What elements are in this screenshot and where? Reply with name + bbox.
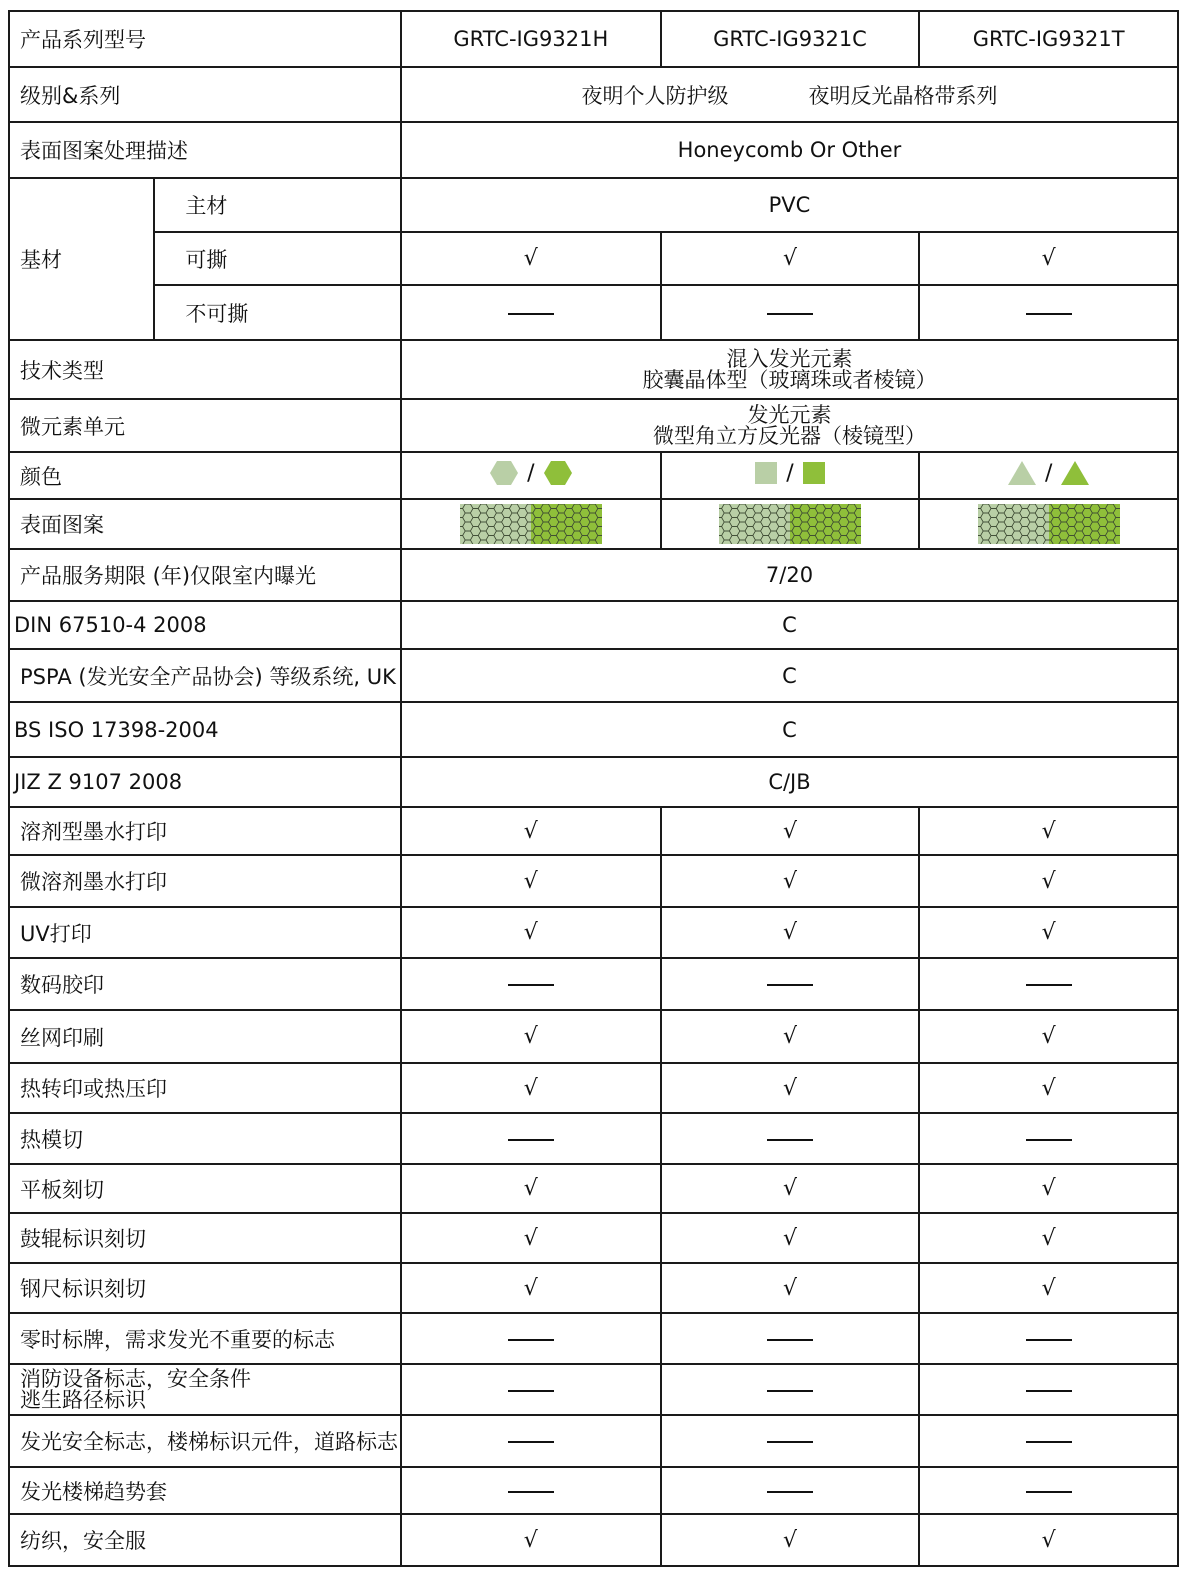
application-value-c: √ xyxy=(661,1514,920,1566)
application-value-h xyxy=(401,1415,661,1467)
application-value-h xyxy=(401,958,661,1010)
application-value-t xyxy=(919,1415,1178,1467)
dash-mark xyxy=(1026,1139,1072,1141)
model-row xyxy=(9,11,1178,67)
triangle-light-icon xyxy=(1007,460,1037,486)
pattern-c xyxy=(661,499,920,549)
substrate-main-label: 主材 xyxy=(154,178,401,232)
application-row xyxy=(9,855,1178,907)
micro-row xyxy=(9,399,1178,452)
dash-mark xyxy=(1026,1441,1072,1443)
surface-desc-label: 表面图案处理描述 xyxy=(9,122,401,178)
application-label: 数码胶印 xyxy=(9,958,401,1010)
dash-mark xyxy=(508,1339,554,1341)
dash-mark xyxy=(1026,984,1072,986)
square-dark-icon xyxy=(802,461,826,485)
application-value-t: √ xyxy=(919,1263,1178,1313)
service-value: 7/20 xyxy=(401,549,1178,601)
standard-row xyxy=(9,757,1178,807)
model-c: GRTC-IG9321C xyxy=(661,11,920,67)
application-row xyxy=(9,1467,1178,1514)
standard-row xyxy=(9,702,1178,757)
non-tearable-t xyxy=(919,285,1178,340)
dash-mark xyxy=(508,1491,554,1493)
honeycomb-icon xyxy=(460,504,602,544)
application-row xyxy=(9,1010,1178,1063)
application-value-t: √ xyxy=(919,1213,1178,1263)
application-row xyxy=(9,907,1178,958)
color-separator: / xyxy=(1044,460,1053,486)
application-row xyxy=(9,1063,1178,1113)
color-row xyxy=(9,452,1178,499)
application-value-h xyxy=(401,1364,661,1415)
substrate-main-value: PVC xyxy=(401,178,1178,232)
application-value-c xyxy=(661,1313,920,1364)
application-value-h: √ xyxy=(401,1063,661,1113)
hexagon-light-icon xyxy=(489,460,519,486)
surface-desc-row xyxy=(9,122,1178,178)
standard-row xyxy=(9,649,1178,702)
non-tearable-c xyxy=(661,285,920,340)
non-tearable-h xyxy=(401,285,661,340)
color-separator: / xyxy=(527,460,535,486)
application-value-t: √ xyxy=(919,1164,1178,1213)
tearable-label: 可撕 xyxy=(154,232,401,285)
tech-line-1: 混入发光元素 xyxy=(726,346,853,371)
honeycomb-icon xyxy=(719,504,861,544)
standard-label: PSPA (发光安全产品协会) 等级系统, UK xyxy=(9,649,401,702)
micro-line-2: 微型角立方反光器（棱镜型） xyxy=(652,423,926,448)
application-value-t: √ xyxy=(919,1514,1178,1566)
dash-mark xyxy=(767,1139,813,1141)
dash-mark xyxy=(767,1390,813,1392)
service-label: 产品服务期限 (年)仅限室内曝光 xyxy=(9,549,401,601)
application-label: 零时标牌，需求发光不重要的标志 xyxy=(9,1313,401,1364)
application-value-c xyxy=(661,1467,920,1514)
application-value-t xyxy=(919,958,1178,1010)
standard-value: C xyxy=(401,702,1178,757)
level-label: 级别&系列 xyxy=(9,67,401,122)
dash-mark xyxy=(508,1139,554,1141)
application-value-c: √ xyxy=(661,1263,920,1313)
standard-label: DIN 67510-4 2008 xyxy=(9,601,401,649)
level-value-b: 夜明反光晶格带系列 xyxy=(808,83,998,108)
application-value-c xyxy=(661,1113,920,1164)
tech-line-2: 胶囊晶体型（玻璃珠或者棱镜） xyxy=(642,367,937,392)
level-row xyxy=(9,67,1178,122)
dash-mark xyxy=(767,1491,813,1493)
application-value-t: √ xyxy=(919,807,1178,855)
color-h xyxy=(401,452,661,499)
application-value-t xyxy=(919,1313,1178,1364)
model-h: GRTC-IG9321H xyxy=(401,11,661,67)
application-value-h: √ xyxy=(401,1164,661,1213)
application-value-h: √ xyxy=(401,1263,661,1313)
standard-label: JIZ Z 9107 2008 xyxy=(9,757,401,807)
spec-table xyxy=(8,10,1179,1567)
application-value-t: √ xyxy=(919,855,1178,907)
application-value-t: √ xyxy=(919,1010,1178,1063)
non-tearable-label: 不可撕 xyxy=(154,285,401,340)
square-light-icon xyxy=(754,461,778,485)
application-row xyxy=(9,1364,1178,1415)
dash-mark xyxy=(767,313,813,315)
application-row xyxy=(9,807,1178,855)
dash-mark xyxy=(1026,1339,1072,1341)
application-label: 丝网印刷 xyxy=(9,1010,401,1063)
surface-desc-value: Honeycomb Or Other xyxy=(401,122,1178,178)
dash-mark xyxy=(767,1441,813,1443)
non-tearable-row xyxy=(9,285,1178,340)
application-value-h: √ xyxy=(401,907,661,958)
dash-mark xyxy=(508,1441,554,1443)
level-value-a: 夜明个人防护级 xyxy=(581,83,729,108)
application-label: UV打印 xyxy=(9,907,401,958)
application-label: 溶剂型墨水打印 xyxy=(9,807,401,855)
tech-label: 技术类型 xyxy=(9,340,401,399)
dash-mark xyxy=(1026,1390,1072,1392)
standard-value: C/JB xyxy=(401,757,1178,807)
surface-pattern-row xyxy=(9,499,1178,549)
standard-label: BS ISO 17398-2004 xyxy=(9,702,401,757)
model-label: 产品系列型号 xyxy=(9,11,401,67)
surface-pattern-label: 表面图案 xyxy=(9,499,401,549)
level-value xyxy=(401,67,1178,122)
pattern-h xyxy=(401,499,661,549)
application-row xyxy=(9,958,1178,1010)
application-value-h xyxy=(401,1467,661,1514)
application-value-c: √ xyxy=(661,807,920,855)
dash-mark xyxy=(508,313,554,315)
application-label xyxy=(9,1364,401,1415)
dash-mark xyxy=(767,984,813,986)
application-value-c: √ xyxy=(661,855,920,907)
tech-value xyxy=(401,340,1178,399)
application-label: 微溶剂墨水打印 xyxy=(9,855,401,907)
dash-mark xyxy=(508,1390,554,1392)
application-row xyxy=(9,1415,1178,1467)
micro-label: 微元素单元 xyxy=(9,399,401,452)
application-value-c: √ xyxy=(661,907,920,958)
application-row xyxy=(9,1514,1178,1566)
application-value-h xyxy=(401,1313,661,1364)
application-value-c xyxy=(661,958,920,1010)
application-label: 热转印或热压印 xyxy=(9,1063,401,1113)
micro-line-1: 发光元素 xyxy=(747,402,832,427)
dash-mark xyxy=(1026,1491,1072,1493)
dash-mark xyxy=(767,1339,813,1341)
substrate-main-row xyxy=(9,178,1178,232)
service-row xyxy=(9,549,1178,601)
application-label: 钢尺标识刻切 xyxy=(9,1263,401,1313)
application-label: 纺织，安全服 xyxy=(9,1514,401,1566)
application-value-c: √ xyxy=(661,1164,920,1213)
application-label: 发光安全标志，楼梯标识元件，道路标志 xyxy=(9,1415,401,1467)
application-label-line-1: 消防设备标志，安全条件 xyxy=(20,1366,251,1391)
application-row xyxy=(9,1313,1178,1364)
color-c xyxy=(661,452,920,499)
application-row xyxy=(9,1263,1178,1313)
tech-row xyxy=(9,340,1178,399)
standard-value: C xyxy=(401,601,1178,649)
application-label: 发光楼梯趋势套 xyxy=(9,1467,401,1514)
model-t: GRTC-IG9321T xyxy=(919,11,1178,67)
color-label: 颜色 xyxy=(9,452,401,499)
tearable-c: √ xyxy=(661,232,920,285)
application-value-t xyxy=(919,1113,1178,1164)
application-value-h: √ xyxy=(401,1010,661,1063)
spec-sheet xyxy=(8,10,1190,1567)
tearable-t: √ xyxy=(919,232,1178,285)
application-value-h: √ xyxy=(401,1213,661,1263)
application-value-t xyxy=(919,1467,1178,1514)
application-value-t: √ xyxy=(919,907,1178,958)
application-row xyxy=(9,1113,1178,1164)
color-separator: / xyxy=(786,460,794,486)
standard-row xyxy=(9,601,1178,649)
tearable-row xyxy=(9,232,1178,285)
honeycomb-icon xyxy=(978,504,1120,544)
application-row xyxy=(9,1213,1178,1263)
color-t xyxy=(919,452,1178,499)
application-value-t xyxy=(919,1364,1178,1415)
application-row xyxy=(9,1164,1178,1213)
pattern-t xyxy=(919,499,1178,549)
application-value-c xyxy=(661,1415,920,1467)
application-label: 平板刻切 xyxy=(9,1164,401,1213)
application-value-c xyxy=(661,1364,920,1415)
micro-value xyxy=(401,399,1178,452)
application-value-c: √ xyxy=(661,1063,920,1113)
application-value-c: √ xyxy=(661,1213,920,1263)
application-label: 鼓辊标识刻切 xyxy=(9,1213,401,1263)
substrate-label: 基材 xyxy=(9,178,154,340)
standard-value: C xyxy=(401,649,1178,702)
application-value-h: √ xyxy=(401,807,661,855)
application-value-h: √ xyxy=(401,1514,661,1566)
dash-mark xyxy=(1026,313,1072,315)
application-label: 热模切 xyxy=(9,1113,401,1164)
application-value-c: √ xyxy=(661,1010,920,1063)
application-value-t: √ xyxy=(919,1063,1178,1113)
application-label-line-2: 逃生路径标识 xyxy=(20,1387,146,1412)
dash-mark xyxy=(508,984,554,986)
triangle-dark-icon xyxy=(1060,460,1090,486)
application-value-h xyxy=(401,1113,661,1164)
application-value-h: √ xyxy=(401,855,661,907)
hexagon-dark-icon xyxy=(543,460,573,486)
tearable-h: √ xyxy=(401,232,661,285)
application-rows xyxy=(9,807,1178,1566)
